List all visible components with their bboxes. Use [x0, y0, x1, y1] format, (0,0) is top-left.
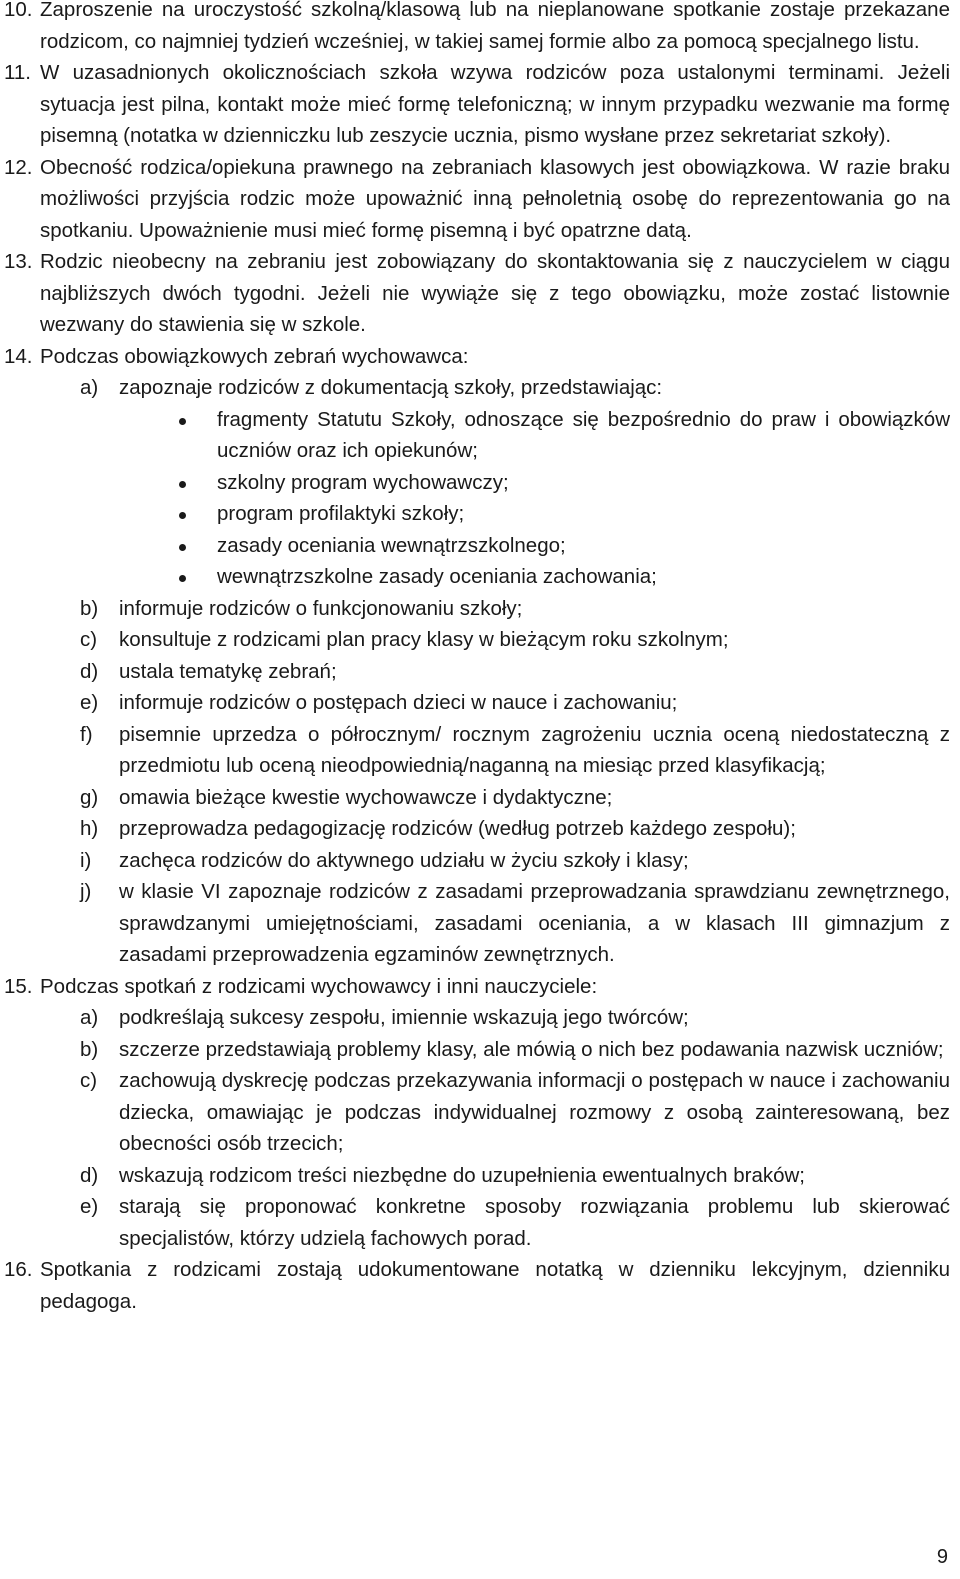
sub-item-text: starają się proponować konkretne sposoby rozwiązania problemu lub skierować specjalistów, którzy udzielą fachowych porad. — [119, 1195, 950, 1250]
bullet-icon — [179, 575, 186, 582]
sub-item-text: ustala tematykę zebrań; — [119, 659, 337, 683]
numbered-item — [4, 971, 950, 1255]
sub-item — [4, 624, 950, 656]
item-text: W uzasadnionych okolicznościach szkoła wzywa rodziców poza ustalonymi terminami. Jeżeli sytuacja jest pilna, kontakt może mieć formę telefoniczną; w innym przypadku wezwanie ma formę pisemną (notatka w dzienniczku lub zeszycie ucznia, pismo wysłane przez sekretariat szkoły). — [40, 61, 950, 147]
numbered-item — [4, 341, 950, 971]
bullet-icon — [179, 418, 186, 425]
document-body — [4, 0, 950, 1317]
sub-item — [4, 593, 950, 625]
bullet-icon — [179, 481, 186, 488]
bullet-icon — [179, 544, 186, 551]
item-number: 14. — [4, 344, 33, 368]
item-number: 16. — [4, 1258, 33, 1281]
sub-item-letter: j) — [80, 880, 92, 903]
bullet-item — [4, 498, 950, 530]
sub-item-letter: g) — [80, 785, 99, 809]
item-text: Rodzic nieobecny na zebraniu jest zobowiązany do skontaktowania się z nauczycielem w ciągu najbliższych dwóch tygodni. Jeżeli nie wywiąże się z tego obowiązku, może zostać listownie wezwany do stawienia się w szkole. — [40, 250, 950, 336]
sub-item-text: omawia bieżące kwestie wychowawcze i dydaktyczne; — [119, 785, 613, 809]
sub-item — [4, 813, 950, 845]
item-text: Podczas obowiązkowych zebrań wychowawca: — [40, 344, 469, 368]
sub-item-letter: e) — [80, 691, 99, 714]
sub-item — [4, 1160, 950, 1192]
item-number: 15. — [4, 974, 33, 998]
bullet-item — [4, 467, 950, 499]
sub-item-text: szczerze przedstawiają problemy klasy, ale mówią o nich bez podawania nazwisk uczniów; — [119, 1037, 944, 1061]
sub-item — [4, 719, 950, 782]
bullet-item — [4, 561, 950, 593]
numbered-item — [4, 57, 950, 152]
sub-item-letter: c) — [80, 628, 98, 651]
sub-item — [4, 687, 950, 719]
numbered-item — [4, 246, 950, 341]
numbered-item — [4, 152, 950, 247]
sub-item-text: zachęca rodziców do aktywnego udziału w życiu szkoły i klasy; — [119, 848, 689, 872]
bullet-item — [4, 530, 950, 562]
sub-item-text: wskazują rodzicom treści niezbędne do uzupełnienia ewentualnych braków; — [119, 1163, 805, 1187]
bullet-item — [4, 404, 950, 467]
item-number: 10. — [4, 0, 33, 21]
page-number: 9 — [936, 1545, 948, 1568]
sub-item-text: informuje rodziców o postępach dzieci w nauce i zachowaniu; — [119, 691, 678, 714]
sub-item-text: zachowują dyskrecję podczas przekazywania informacji o postępach w nauce i zachowaniu dziecka, omawiając je podczas indywidualnej rozmowy z osobą zainteresowaną, bez obecności osób trzecich; — [119, 1069, 950, 1155]
sub-item — [4, 876, 950, 971]
sub-item — [4, 1191, 950, 1254]
sub-item — [4, 1034, 950, 1066]
bullet-icon — [179, 512, 186, 519]
bullet-text: zasady oceniania wewnątrzszkolnego; — [217, 533, 566, 557]
bullet-text: fragmenty Statutu Szkoły, odnoszące się bezpośrednio do praw i obowiązków uczniów oraz ich opiekunów; — [217, 407, 950, 462]
sub-item-letter: b) — [80, 1037, 99, 1061]
item-text: Obecność rodzica/opiekuna prawnego na zebraniach klasowych jest obowiązkowa. W razie braku możliwości przyjścia rodzic może upoważnić inną pełnoletnią osobę do reprezentowania go na spotkaniu. Upoważnienie musi mieć formę pisemną i być opatrzne datą. — [40, 155, 950, 242]
sub-item-letter: f) — [80, 722, 93, 746]
sub-item-text: przeprowadza pedagogizację rodziców (według potrzeb każdego zespołu); — [119, 817, 796, 840]
sub-item-text: podkreślają sukcesy zespołu, imiennie wskazują jego twórców; — [119, 1006, 689, 1029]
sub-item — [4, 372, 950, 404]
sub-item-letter: h) — [80, 817, 99, 840]
numbered-item — [4, 1254, 950, 1317]
sub-item-letter: d) — [80, 659, 99, 683]
sub-item — [4, 782, 950, 814]
sub-item — [4, 845, 950, 877]
sub-item-letter: c) — [80, 1069, 98, 1092]
item-number: 12. — [4, 155, 33, 179]
sub-item-text: konsultuje z rodzicami plan pracy klasy w bieżącym roku szkolnym; — [119, 628, 729, 651]
numbered-item — [4, 0, 950, 57]
sub-item — [4, 1002, 950, 1034]
item-text: Spotkania z rodzicami zostają udokumentowane notatką w dzienniku lekcyjnym, dzienniku pedagoga. — [40, 1258, 950, 1313]
item-number: 13. — [4, 250, 33, 273]
item-number: 11. — [4, 61, 31, 84]
sub-item-text: w klasie VI zapoznaje rodziców z zasadami przeprowadzania sprawdzianu zewnętrznego, sprawdzanymi umiejętnościami, zasadami oceniania, a w klasach III gimnazjum z zasadami przeprowadzenia egzaminów zewnętrznych. — [119, 880, 950, 966]
sub-item-text: informuje rodziców o funkcjonowaniu szkoły; — [119, 596, 523, 620]
bullet-text: program profilaktyki szkoły; — [217, 502, 465, 525]
sub-list — [40, 1002, 950, 1254]
sub-item — [4, 1065, 950, 1160]
sub-list — [40, 372, 950, 971]
sub-item-letter: d) — [80, 1163, 99, 1187]
sub-item-letter: i) — [80, 848, 92, 872]
sub-item-text: pisemnie uprzedza o półrocznym/ rocznym zagrożeniu ucznia oceną niedostateczną z przedmiotu lub oceną nieodpowiednią/naganną na miesiąc przed klasyfikacją; — [119, 722, 950, 777]
sub-item-letter: a) — [80, 376, 99, 399]
sub-item-text: zapoznaje rodziców z dokumentacją szkoły, przedstawiając: — [119, 376, 663, 399]
item-text: Zaproszenie na uroczystość szkolną/klasową lub na nieplanowane spotkanie zostaje przekazane rodzicom, co najmniej tydzień wcześniej, w takiej samej formie albo za pomocą specjalnego listu. — [40, 0, 950, 53]
sub-item-letter: b) — [80, 596, 99, 620]
bullet-text: szkolny program wychowawczy; — [217, 470, 509, 494]
sub-item-letter: e) — [80, 1195, 99, 1218]
sub-item-letter: a) — [80, 1006, 99, 1029]
sub-item — [4, 656, 950, 688]
bullet-text: wewnątrzszkolne zasady oceniania zachowania; — [217, 565, 657, 588]
item-text: Podczas spotkań z rodzicami wychowawcy i inni nauczyciele: — [40, 974, 598, 998]
